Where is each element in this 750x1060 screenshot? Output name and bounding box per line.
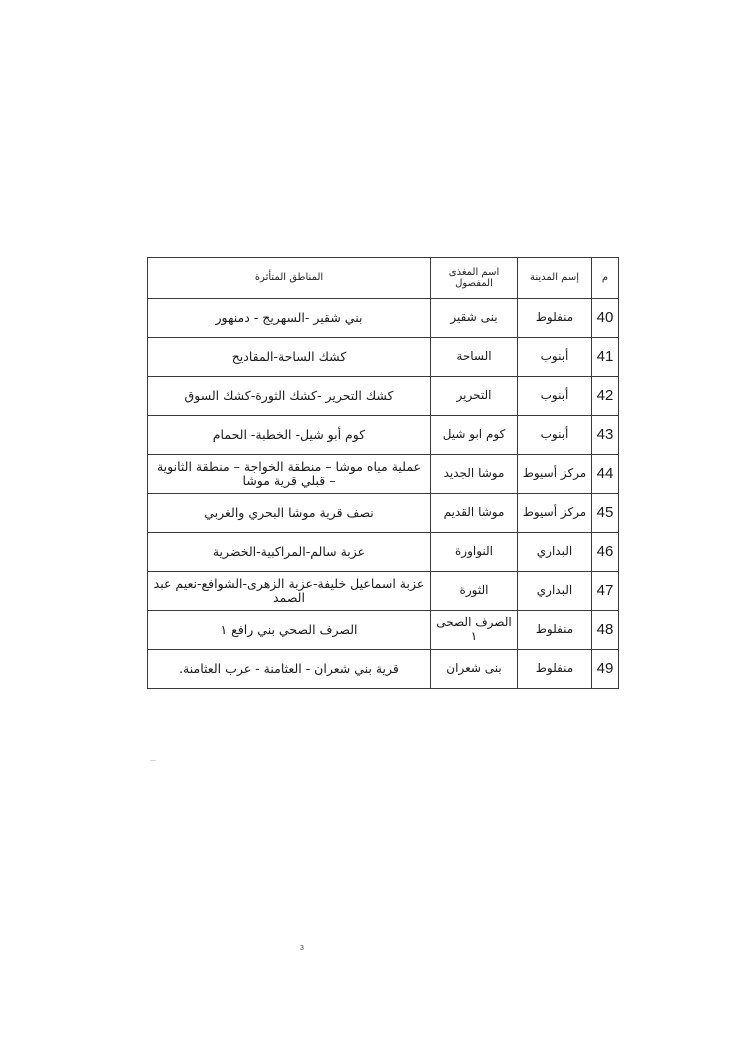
table-row <box>148 377 619 416</box>
header-num: م <box>592 258 619 299</box>
row-feeder: التحرير <box>431 377 518 416</box>
table-header-row <box>148 258 619 299</box>
row-affected-areas: كشك الساحة-المقاديح <box>148 338 431 377</box>
row-number: 49 <box>592 650 619 689</box>
row-affected-areas: عزبة سالم-المراكبية-الخضرية <box>148 533 431 572</box>
row-city: البداري <box>518 572 592 611</box>
row-city: منفلوط <box>518 650 592 689</box>
table-row <box>148 299 619 338</box>
row-number: 40 <box>592 299 619 338</box>
row-affected-areas: الصرف الصحي بني رافع ١ <box>148 611 431 650</box>
table-row <box>148 572 619 611</box>
row-affected-areas: كشك التحرير -كشك الثورة-كشك السوق <box>148 377 431 416</box>
row-feeder: موشا الجديد <box>431 455 518 494</box>
table-row <box>148 494 619 533</box>
row-city: منفلوط <box>518 611 592 650</box>
row-affected-areas: عملية مياه موشا – منطقة الخواجة – منطقة الثانوية – قبلي قرية موشا <box>148 455 431 494</box>
header-affected-areas: المناطق المتأثرة <box>148 258 431 299</box>
row-feeder: الساحة <box>431 338 518 377</box>
row-city: أبنوب <box>518 338 592 377</box>
page-number: 3 <box>300 945 304 952</box>
row-city: أبنوب <box>518 377 592 416</box>
table-row <box>148 338 619 377</box>
row-number: 41 <box>592 338 619 377</box>
row-number: 48 <box>592 611 619 650</box>
outages-table <box>147 257 619 689</box>
row-number: 43 <box>592 416 619 455</box>
row-affected-areas: نصف قرية موشا البحري والغربي <box>148 494 431 533</box>
row-feeder: موشا القديم <box>431 494 518 533</box>
table-row <box>148 533 619 572</box>
row-feeder: كوم ابو شيل <box>431 416 518 455</box>
table-row <box>148 455 619 494</box>
row-number: 45 <box>592 494 619 533</box>
row-city: مركز أسيوط <box>518 455 592 494</box>
table-row <box>148 416 619 455</box>
row-city: مركز أسيوط <box>518 494 592 533</box>
row-feeder: الثورة <box>431 572 518 611</box>
scan-artifact <box>150 760 156 761</box>
table-header <box>148 258 619 299</box>
row-feeder: بنى شعران <box>431 650 518 689</box>
table-row <box>148 611 619 650</box>
row-affected-areas: بني شقير -السهريج - دمنهور <box>148 299 431 338</box>
table-row <box>148 650 619 689</box>
row-number: 47 <box>592 572 619 611</box>
row-affected-areas: عزبة اسماعيل خليفة-عزبة الزهرى-الشوافع-نعيم عبد الصمد <box>148 572 431 611</box>
row-affected-areas: كوم أبو شيل- الخطبة- الحمام <box>148 416 431 455</box>
header-city: إسم المدينة <box>518 258 592 299</box>
header-feeder: اسم المغذى المفصول <box>431 258 518 299</box>
row-city: أبنوب <box>518 416 592 455</box>
row-number: 44 <box>592 455 619 494</box>
row-number: 42 <box>592 377 619 416</box>
row-city: منفلوط <box>518 299 592 338</box>
row-feeder: النواورة <box>431 533 518 572</box>
row-affected-areas: قرية بني شعران - العثامنة - عرب العثامنة. <box>148 650 431 689</box>
table-body <box>148 299 619 689</box>
row-city: البداري <box>518 533 592 572</box>
row-feeder: بنى شقير <box>431 299 518 338</box>
row-number: 46 <box>592 533 619 572</box>
row-feeder: الصرف الصحى ١ <box>431 611 518 650</box>
